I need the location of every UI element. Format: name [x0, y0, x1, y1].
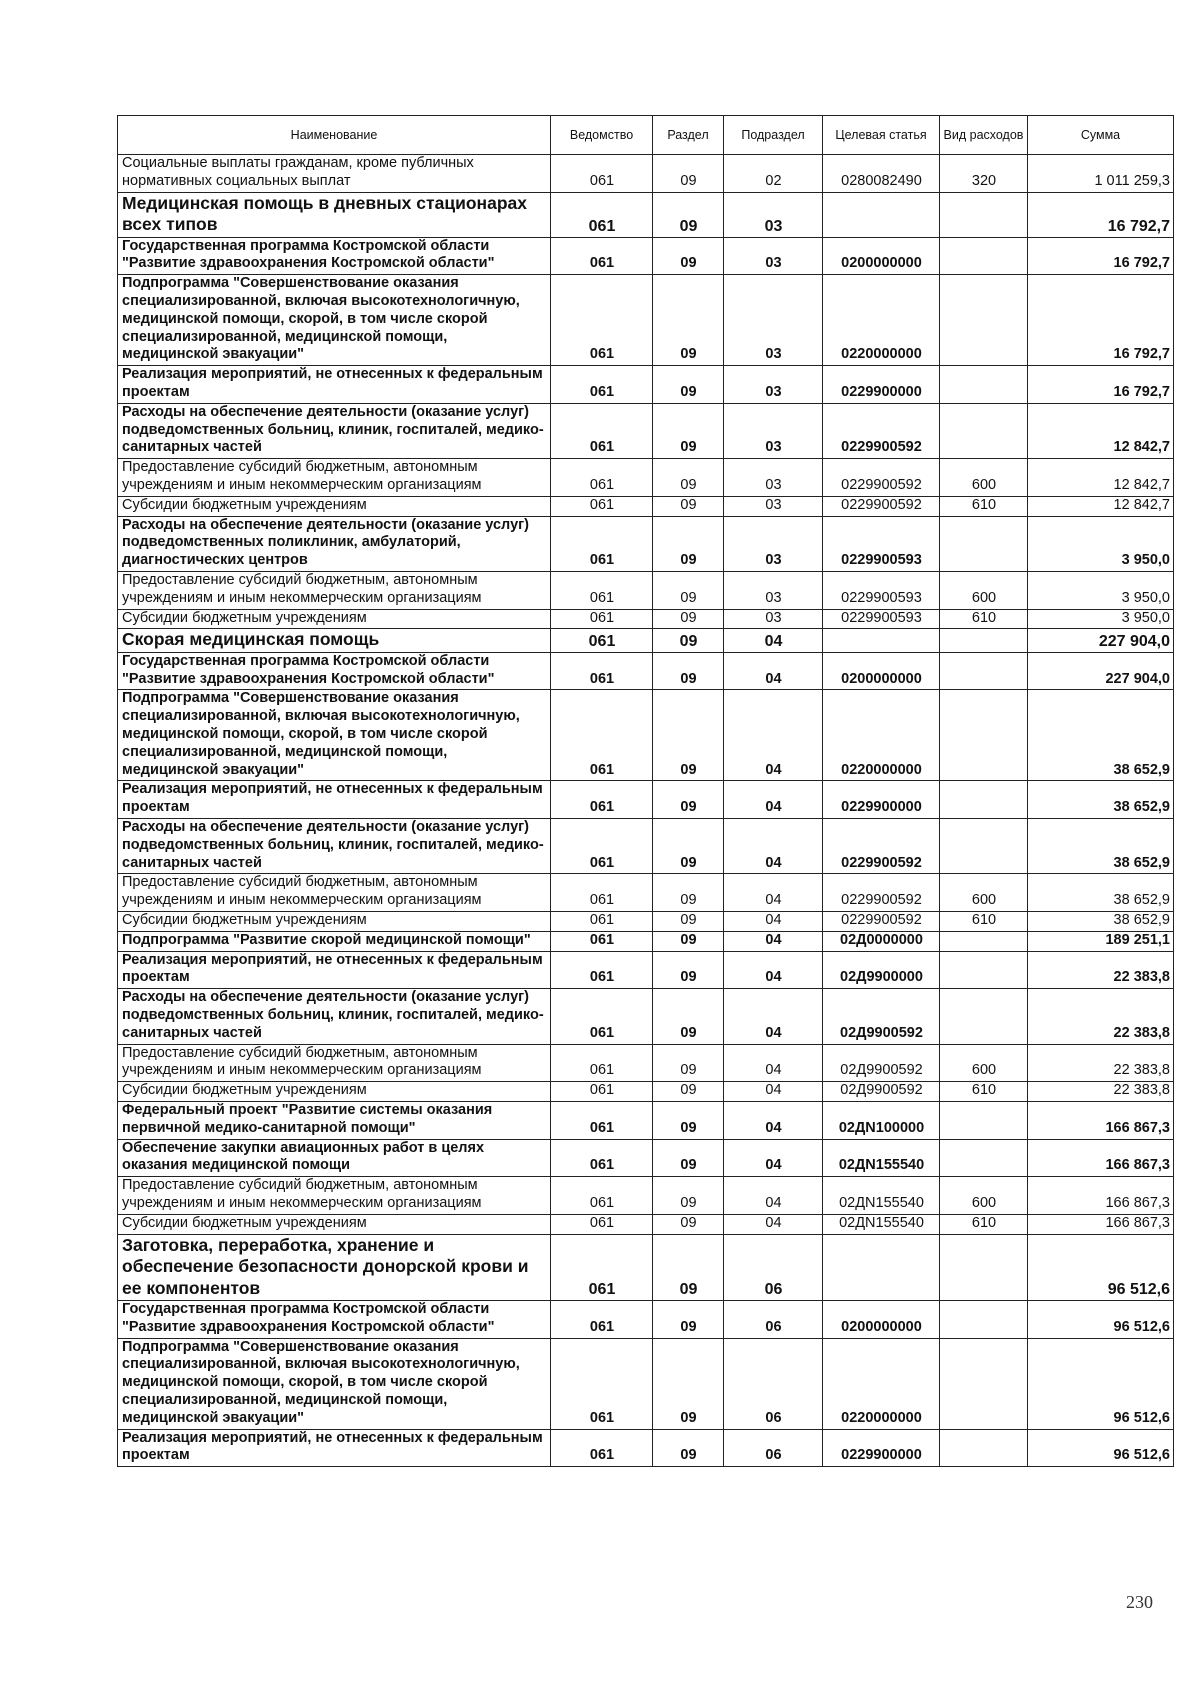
- cell-name: Реализация мероприятий, не отнесенных к федеральным проектам: [118, 366, 551, 404]
- cell-vedomstvo: 061: [551, 652, 653, 690]
- cell-expense-type: [940, 1338, 1028, 1429]
- cell-sum: 96 512,6: [1028, 1234, 1174, 1301]
- cell-podrazdel: 04: [724, 911, 823, 931]
- header-target-article: Целевая статья: [823, 116, 940, 155]
- cell-target-article: 0229900592: [823, 403, 940, 458]
- cell-expense-type: [940, 951, 1028, 989]
- table-row: [118, 496, 1174, 516]
- cell-vedomstvo: 061: [551, 1044, 653, 1082]
- cell-target-article: 0229900000: [823, 781, 940, 819]
- cell-razdel: 09: [653, 1338, 724, 1429]
- cell-vedomstvo: 061: [551, 781, 653, 819]
- cell-name: Предоставление субсидий бюджетным, автономным учреждениям и иным некоммерческим организациям: [118, 874, 551, 912]
- cell-expense-type: 320: [940, 155, 1028, 193]
- table-row: [118, 690, 1174, 781]
- cell-target-article: 0229900593: [823, 516, 940, 571]
- cell-razdel: 09: [653, 629, 724, 653]
- cell-name: Подпрограмма "Совершенствование оказания специализированной, включая высокотехнологичную, медицинской помощи, скорой, в том числе скорой специализированной, медицинской помощи, медицинской эвакуации": [118, 690, 551, 781]
- cell-sum: 166 867,3: [1028, 1214, 1174, 1234]
- cell-sum: 38 652,9: [1028, 690, 1174, 781]
- cell-expense-type: [940, 1101, 1028, 1139]
- cell-podrazdel: 06: [724, 1429, 823, 1467]
- table-row: [118, 192, 1174, 237]
- cell-target-article: 0200000000: [823, 237, 940, 275]
- cell-vedomstvo: 061: [551, 366, 653, 404]
- cell-name: Предоставление субсидий бюджетным, автономным учреждениям и иным некоммерческим организациям: [118, 1044, 551, 1082]
- cell-vedomstvo: 061: [551, 951, 653, 989]
- cell-razdel: 09: [653, 275, 724, 366]
- cell-expense-type: 600: [940, 1044, 1028, 1082]
- cell-vedomstvo: 061: [551, 629, 653, 653]
- cell-target-article: [823, 192, 940, 237]
- cell-podrazdel: 04: [724, 1139, 823, 1177]
- table-row: [118, 819, 1174, 874]
- cell-vedomstvo: 061: [551, 1338, 653, 1429]
- cell-name: Расходы на обеспечение деятельности (оказание услуг) подведомственных больниц, клиник, госпиталей, медико-санитарных частей: [118, 819, 551, 874]
- cell-podrazdel: 02: [724, 155, 823, 193]
- cell-sum: 12 842,7: [1028, 459, 1174, 497]
- cell-vedomstvo: 061: [551, 275, 653, 366]
- cell-podrazdel: 04: [724, 690, 823, 781]
- cell-razdel: 09: [653, 652, 724, 690]
- table-row: [118, 459, 1174, 497]
- cell-vedomstvo: 061: [551, 690, 653, 781]
- cell-expense-type: [940, 1234, 1028, 1301]
- cell-vedomstvo: 061: [551, 911, 653, 931]
- cell-expense-type: [940, 629, 1028, 653]
- cell-name: Расходы на обеспечение деятельности (оказание услуг) подведомственных поликлиник, амбулаторий, диагностических центров: [118, 516, 551, 571]
- table-row: [118, 1101, 1174, 1139]
- cell-razdel: 09: [653, 989, 724, 1044]
- cell-sum: 3 950,0: [1028, 609, 1174, 629]
- cell-razdel: 09: [653, 1101, 724, 1139]
- cell-razdel: 09: [653, 155, 724, 193]
- cell-target-article: 0220000000: [823, 690, 940, 781]
- table-header-row: [118, 116, 1174, 155]
- cell-name: Подпрограмма "Совершенствование оказания специализированной, включая высокотехнологичную, медицинской помощи, скорой, в том числе скорой специализированной, медицинской помощи, медицинской эвакуации": [118, 1338, 551, 1429]
- header-name: Наименование: [118, 116, 551, 155]
- cell-sum: 16 792,7: [1028, 275, 1174, 366]
- cell-razdel: 09: [653, 571, 724, 609]
- table-row: [118, 516, 1174, 571]
- cell-razdel: 09: [653, 1301, 724, 1339]
- cell-name: Субсидии бюджетным учреждениям: [118, 1214, 551, 1234]
- cell-sum: 166 867,3: [1028, 1177, 1174, 1215]
- cell-name: Расходы на обеспечение деятельности (оказание услуг) подведомственных больниц, клиник, госпиталей, медико-санитарных частей: [118, 989, 551, 1044]
- cell-name: Реализация мероприятий, не отнесенных к федеральным проектам: [118, 951, 551, 989]
- cell-vedomstvo: 061: [551, 1101, 653, 1139]
- cell-target-article: [823, 1234, 940, 1301]
- budget-table: [117, 115, 1174, 1467]
- cell-name: Заготовка, переработка, хранение и обеспечение безопасности донорской крови и ее компонентов: [118, 1234, 551, 1301]
- cell-target-article: 0220000000: [823, 275, 940, 366]
- cell-sum: 38 652,9: [1028, 819, 1174, 874]
- cell-name: Обеспечение закупки авиационных работ в целях оказания медицинской помощи: [118, 1139, 551, 1177]
- cell-sum: 166 867,3: [1028, 1139, 1174, 1177]
- table-row: [118, 1177, 1174, 1215]
- cell-sum: 12 842,7: [1028, 403, 1174, 458]
- cell-target-article: 0229900592: [823, 874, 940, 912]
- cell-vedomstvo: 061: [551, 1177, 653, 1215]
- cell-podrazdel: 03: [724, 609, 823, 629]
- cell-name: Предоставление субсидий бюджетным, автономным учреждениям и иным некоммерческим организациям: [118, 571, 551, 609]
- cell-name: Скорая медицинская помощь: [118, 629, 551, 653]
- cell-target-article: 0229900593: [823, 571, 940, 609]
- cell-podrazdel: 04: [724, 874, 823, 912]
- cell-target-article: 02Д9900592: [823, 989, 940, 1044]
- header-vedomstvo: Ведомство: [551, 116, 653, 155]
- cell-expense-type: [940, 1429, 1028, 1467]
- cell-vedomstvo: 061: [551, 155, 653, 193]
- cell-sum: 3 950,0: [1028, 516, 1174, 571]
- cell-target-article: 0229900000: [823, 1429, 940, 1467]
- cell-sum: 96 512,6: [1028, 1429, 1174, 1467]
- cell-target-article: 02ДN155540: [823, 1177, 940, 1215]
- cell-podrazdel: 04: [724, 652, 823, 690]
- cell-target-article: 02Д9900000: [823, 951, 940, 989]
- table-row: [118, 874, 1174, 912]
- cell-sum: 16 792,7: [1028, 237, 1174, 275]
- cell-name: Подпрограмма "Совершенствование оказания специализированной, включая высокотехнологичную, медицинской помощи, скорой, в том числе скорой специализированной, медицинской помощи, медицинской эвакуации": [118, 275, 551, 366]
- table-row: [118, 275, 1174, 366]
- cell-sum: 96 512,6: [1028, 1301, 1174, 1339]
- cell-target-article: 02ДN155540: [823, 1139, 940, 1177]
- cell-name: Государственная программа Костромской области "Развитие здравоохранения Костромской области": [118, 1301, 551, 1339]
- cell-name: Федеральный проект "Развитие системы оказания первичной медико-санитарной помощи": [118, 1101, 551, 1139]
- table-row: [118, 237, 1174, 275]
- cell-name: Предоставление субсидий бюджетным, автономным учреждениям и иным некоммерческим организациям: [118, 459, 551, 497]
- table-body: [118, 155, 1174, 1467]
- cell-podrazdel: 03: [724, 192, 823, 237]
- cell-podrazdel: 04: [724, 781, 823, 819]
- cell-razdel: 09: [653, 192, 724, 237]
- cell-podrazdel: 03: [724, 237, 823, 275]
- cell-podrazdel: 04: [724, 1177, 823, 1215]
- cell-expense-type: 610: [940, 496, 1028, 516]
- table-row: [118, 1301, 1174, 1339]
- cell-sum: 189 251,1: [1028, 931, 1174, 951]
- cell-razdel: 09: [653, 516, 724, 571]
- cell-razdel: 09: [653, 1234, 724, 1301]
- cell-expense-type: [940, 275, 1028, 366]
- cell-expense-type: [940, 989, 1028, 1044]
- cell-expense-type: 610: [940, 609, 1028, 629]
- cell-sum: 38 652,9: [1028, 781, 1174, 819]
- cell-podrazdel: 03: [724, 459, 823, 497]
- header-sum: Сумма: [1028, 116, 1174, 155]
- cell-vedomstvo: 061: [551, 571, 653, 609]
- cell-vedomstvo: 061: [551, 192, 653, 237]
- table-row: [118, 989, 1174, 1044]
- table-row: [118, 931, 1174, 951]
- cell-target-article: 0220000000: [823, 1338, 940, 1429]
- cell-sum: 1 011 259,3: [1028, 155, 1174, 193]
- cell-razdel: 09: [653, 237, 724, 275]
- cell-target-article: [823, 629, 940, 653]
- table-row: [118, 951, 1174, 989]
- cell-sum: 38 652,9: [1028, 874, 1174, 912]
- cell-name: Государственная программа Костромской области "Развитие здравоохранения Костромской области": [118, 237, 551, 275]
- cell-razdel: 09: [653, 1177, 724, 1215]
- cell-name: Социальные выплаты гражданам, кроме публичных нормативных социальных выплат: [118, 155, 551, 193]
- cell-podrazdel: 04: [724, 989, 823, 1044]
- cell-sum: 22 383,8: [1028, 951, 1174, 989]
- cell-expense-type: 610: [940, 1214, 1028, 1234]
- cell-razdel: 09: [653, 459, 724, 497]
- header-expense-type: Вид расходов: [940, 116, 1028, 155]
- cell-expense-type: [940, 819, 1028, 874]
- cell-name: Расходы на обеспечение деятельности (оказание услуг) подведомственных больниц, клиник, госпиталей, медико-санитарных частей: [118, 403, 551, 458]
- cell-vedomstvo: 061: [551, 459, 653, 497]
- cell-expense-type: 600: [940, 571, 1028, 609]
- cell-target-article: 02Д9900592: [823, 1082, 940, 1102]
- table-row: [118, 1139, 1174, 1177]
- cell-razdel: 09: [653, 931, 724, 951]
- cell-vedomstvo: 061: [551, 1139, 653, 1177]
- cell-target-article: 0229900592: [823, 911, 940, 931]
- cell-expense-type: [940, 366, 1028, 404]
- table-row: [118, 652, 1174, 690]
- cell-sum: 12 842,7: [1028, 496, 1174, 516]
- cell-razdel: 09: [653, 819, 724, 874]
- cell-razdel: 09: [653, 951, 724, 989]
- cell-razdel: 09: [653, 1044, 724, 1082]
- cell-name: Субсидии бюджетным учреждениям: [118, 496, 551, 516]
- cell-podrazdel: 03: [724, 571, 823, 609]
- table-row: [118, 1044, 1174, 1082]
- cell-podrazdel: 04: [724, 629, 823, 653]
- table-row: [118, 1429, 1174, 1467]
- cell-razdel: 09: [653, 1139, 724, 1177]
- table-row: [118, 403, 1174, 458]
- cell-expense-type: 600: [940, 459, 1028, 497]
- cell-vedomstvo: 061: [551, 516, 653, 571]
- cell-podrazdel: 03: [724, 516, 823, 571]
- cell-name: Медицинская помощь в дневных стационарах всех типов: [118, 192, 551, 237]
- cell-razdel: 09: [653, 781, 724, 819]
- cell-sum: 227 904,0: [1028, 652, 1174, 690]
- cell-podrazdel: 03: [724, 366, 823, 404]
- cell-name: Предоставление субсидий бюджетным, автономным учреждениям и иным некоммерческим организациям: [118, 1177, 551, 1215]
- cell-target-article: 02Д9900592: [823, 1044, 940, 1082]
- cell-vedomstvo: 061: [551, 1214, 653, 1234]
- table-row: [118, 1234, 1174, 1301]
- cell-razdel: 09: [653, 403, 724, 458]
- cell-name: Субсидии бюджетным учреждениям: [118, 1082, 551, 1102]
- cell-razdel: 09: [653, 874, 724, 912]
- cell-expense-type: [940, 931, 1028, 951]
- table-row: [118, 629, 1174, 653]
- header-razdel: Раздел: [653, 116, 724, 155]
- cell-target-article: 02ДN100000: [823, 1101, 940, 1139]
- cell-podrazdel: 06: [724, 1338, 823, 1429]
- cell-podrazdel: 03: [724, 275, 823, 366]
- table-row: [118, 155, 1174, 193]
- cell-sum: 22 383,8: [1028, 1082, 1174, 1102]
- cell-expense-type: [940, 403, 1028, 458]
- cell-vedomstvo: 061: [551, 403, 653, 458]
- cell-sum: 22 383,8: [1028, 1044, 1174, 1082]
- cell-target-article: 0229900592: [823, 459, 940, 497]
- cell-vedomstvo: 061: [551, 1234, 653, 1301]
- cell-sum: 22 383,8: [1028, 989, 1174, 1044]
- cell-podrazdel: 03: [724, 496, 823, 516]
- cell-vedomstvo: 061: [551, 1429, 653, 1467]
- table-row: [118, 571, 1174, 609]
- cell-podrazdel: 04: [724, 931, 823, 951]
- cell-expense-type: [940, 781, 1028, 819]
- cell-expense-type: 600: [940, 1177, 1028, 1215]
- cell-sum: 227 904,0: [1028, 629, 1174, 653]
- cell-expense-type: [940, 652, 1028, 690]
- cell-razdel: 09: [653, 1429, 724, 1467]
- cell-name: Государственная программа Костромской области "Развитие здравоохранения Костромской области": [118, 652, 551, 690]
- cell-vedomstvo: 061: [551, 1301, 653, 1339]
- cell-expense-type: 610: [940, 1082, 1028, 1102]
- cell-sum: 16 792,7: [1028, 366, 1174, 404]
- table-row: [118, 911, 1174, 931]
- cell-target-article: 0200000000: [823, 1301, 940, 1339]
- cell-vedomstvo: 061: [551, 496, 653, 516]
- cell-expense-type: [940, 690, 1028, 781]
- cell-podrazdel: 04: [724, 819, 823, 874]
- cell-expense-type: [940, 1301, 1028, 1339]
- cell-expense-type: [940, 237, 1028, 275]
- cell-podrazdel: 06: [724, 1234, 823, 1301]
- cell-name: Подпрограмма "Развитие скорой медицинской помощи": [118, 931, 551, 951]
- cell-razdel: 09: [653, 1214, 724, 1234]
- table-row: [118, 1338, 1174, 1429]
- cell-vedomstvo: 061: [551, 609, 653, 629]
- cell-razdel: 09: [653, 690, 724, 781]
- cell-expense-type: 610: [940, 911, 1028, 931]
- table-row: [118, 609, 1174, 629]
- cell-razdel: 09: [653, 496, 724, 516]
- cell-vedomstvo: 061: [551, 874, 653, 912]
- cell-podrazdel: 04: [724, 1214, 823, 1234]
- cell-razdel: 09: [653, 609, 724, 629]
- cell-expense-type: [940, 1139, 1028, 1177]
- table-row: [118, 1214, 1174, 1234]
- cell-vedomstvo: 061: [551, 237, 653, 275]
- cell-name: Реализация мероприятий, не отнесенных к федеральным проектам: [118, 1429, 551, 1467]
- cell-razdel: 09: [653, 1082, 724, 1102]
- cell-target-article: 02Д0000000: [823, 931, 940, 951]
- cell-sum: 166 867,3: [1028, 1101, 1174, 1139]
- cell-vedomstvo: 061: [551, 819, 653, 874]
- cell-name: Реализация мероприятий, не отнесенных к федеральным проектам: [118, 781, 551, 819]
- cell-expense-type: [940, 516, 1028, 571]
- cell-target-article: 0280082490: [823, 155, 940, 193]
- cell-podrazdel: 04: [724, 1044, 823, 1082]
- page-number: 230: [1126, 1592, 1153, 1612]
- cell-podrazdel: 04: [724, 951, 823, 989]
- header-podrazdel: Подраздел: [724, 116, 823, 155]
- cell-podrazdel: 03: [724, 403, 823, 458]
- cell-razdel: 09: [653, 366, 724, 404]
- cell-sum: 3 950,0: [1028, 571, 1174, 609]
- cell-vedomstvo: 061: [551, 989, 653, 1044]
- cell-target-article: 0229900593: [823, 609, 940, 629]
- cell-name: Субсидии бюджетным учреждениям: [118, 911, 551, 931]
- table-row: [118, 1082, 1174, 1102]
- cell-target-article: 02ДN155540: [823, 1214, 940, 1234]
- table-row: [118, 781, 1174, 819]
- cell-expense-type: 600: [940, 874, 1028, 912]
- cell-target-article: 0200000000: [823, 652, 940, 690]
- cell-sum: 96 512,6: [1028, 1338, 1174, 1429]
- cell-name: Субсидии бюджетным учреждениям: [118, 609, 551, 629]
- cell-podrazdel: 06: [724, 1301, 823, 1339]
- cell-target-article: 0229900592: [823, 496, 940, 516]
- cell-target-article: 0229900000: [823, 366, 940, 404]
- cell-podrazdel: 04: [724, 1082, 823, 1102]
- cell-podrazdel: 04: [724, 1101, 823, 1139]
- cell-vedomstvo: 061: [551, 1082, 653, 1102]
- table-row: [118, 366, 1174, 404]
- cell-sum: 38 652,9: [1028, 911, 1174, 931]
- cell-target-article: 0229900592: [823, 819, 940, 874]
- cell-sum: 16 792,7: [1028, 192, 1174, 237]
- cell-vedomstvo: 061: [551, 931, 653, 951]
- cell-expense-type: [940, 192, 1028, 237]
- cell-razdel: 09: [653, 911, 724, 931]
